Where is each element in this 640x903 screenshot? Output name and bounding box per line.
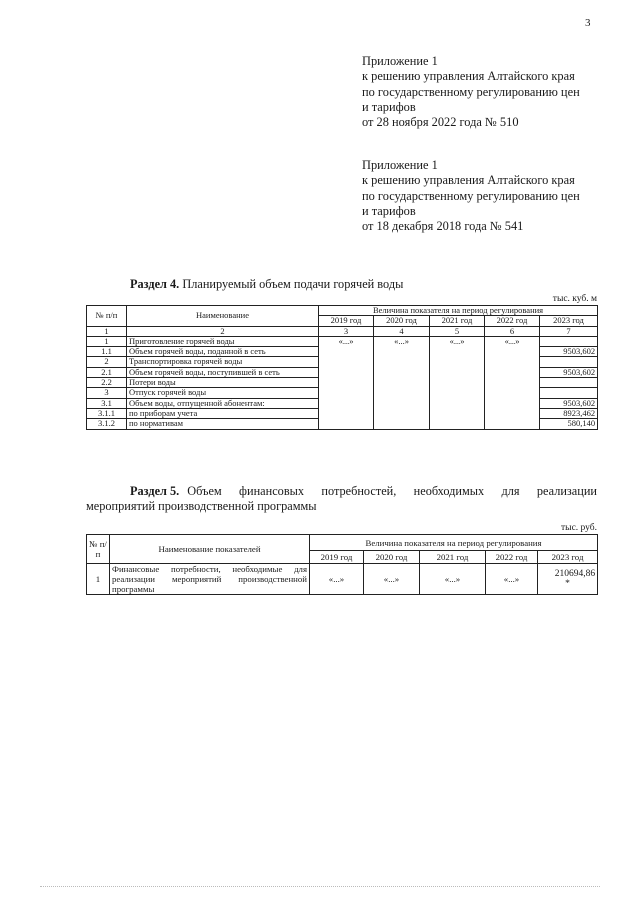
header-num: № п/п [87,535,110,564]
page-number: 3 [585,17,591,29]
section4-units: тыс. куб. м [552,294,597,304]
appendix-block-original [362,158,580,234]
value-2023 [540,357,598,367]
row-num: 3.1 [87,398,127,408]
value-2022: «...» [486,564,538,595]
row-name: Объем горячей воды, поступившей в сеть [127,367,319,377]
row-name: по нормативам [127,419,319,429]
appendix-line: Приложение 1 [362,54,438,68]
header-num: № п/п [87,306,127,327]
row-name: Отпуск горячей воды [127,388,319,398]
row-name: Объем воды, отпущенной абонентам: [127,398,319,408]
section5-label: Раздел 5. [130,484,180,498]
row-num: 2.2 [87,378,127,388]
appendix-line: к решению управления Алтайского края [362,69,575,84]
value-2023-amount: 210694,86 [554,569,596,579]
header-year: 2020 год [374,316,430,326]
appendix-line: и тарифов [362,203,416,218]
row-num: 3 [87,388,127,398]
header-name: Наименование показателей [110,535,310,564]
col-number: 2 [127,326,319,336]
header-year: 2022 год [485,316,540,326]
row-num: 2 [87,357,127,367]
row-num: 1 [87,336,127,346]
section4-heading [130,277,403,292]
value-2021: «...» [420,564,486,595]
header-year: 2019 год [319,316,374,326]
value-2020: «...» [364,564,420,595]
section4-title: Планируемый объем подачи горячей воды [182,277,404,291]
value-2020: «...» [374,336,430,429]
header-year: 2022 год [486,551,538,564]
value-2023: 9503,602 [540,367,598,377]
row-num: 1 [87,564,110,595]
section4-table [86,305,598,430]
header-period: Величина показателя на период регулирования [319,306,598,316]
appendix-line: к решению управления Алтайского края [362,173,575,188]
section5-title-line1: Объем финансовых потребностей, необходимых для реализации [187,484,597,498]
value-2023: 8923,462 [540,408,598,418]
value-2023 [540,388,598,398]
appendix-line: по государственному регулированию цен [362,188,580,203]
col-number: 3 [319,326,374,336]
section5-title-line2: мероприятий производственной программы [86,499,317,513]
col-number: 5 [430,326,485,336]
header-year: 2023 год [538,551,598,564]
value-2023 [540,378,598,388]
header-year: 2021 год [420,551,486,564]
col-number: 4 [374,326,430,336]
col-number: 6 [485,326,540,336]
value-2023: 9503,602 [540,398,598,408]
row-name: Транспортировка горячей воды [127,357,319,367]
row-name: Объем горячей воды, поданной в сеть [127,347,319,357]
header-period: Величина показателя на период регулирования [310,535,598,551]
table-row [87,564,598,595]
row-num: 3.1.1 [87,408,127,418]
col-number: 7 [540,326,598,336]
value-2019: «...» [310,564,364,595]
row-name: Приготовление горячей воды [127,336,319,346]
section5-units: тыс. руб. [561,523,597,533]
value-2021: «...» [430,336,485,429]
value-2022: «...» [485,336,540,429]
value-2023 [540,336,598,346]
row-name: по приборам учета [127,408,319,418]
section4-label: Раздел 4. [130,277,180,291]
row-name: Потери воды [127,378,319,388]
appendix-line: Приложение 1 [362,158,438,172]
appendix-line: по государственному регулированию цен [362,84,580,99]
header-year: 2019 год [310,551,364,564]
header-year: 2023 год [540,316,598,326]
value-2019: «...» [319,336,374,429]
row-num: 1.1 [87,347,127,357]
row-num: 2.1 [87,367,127,377]
footnote-mark: * [565,579,570,589]
col-number: 1 [87,326,127,336]
table-row [87,336,598,346]
appendix-line: от 18 декабря 2018 года № 541 [362,219,524,234]
section5-table [86,534,598,595]
section5-heading [86,484,597,514]
header-year: 2020 год [364,551,420,564]
scan-artifact-line [40,886,600,887]
value-2023: 9503,602 [540,347,598,357]
row-num: 3.1.2 [87,419,127,429]
appendix-block-current [362,54,580,130]
value-2023: 580,140 [540,419,598,429]
row-name: Финансовые потребности, необходимые для реализации мероприятий производственной программы [110,564,310,595]
header-name: Наименование [127,306,319,327]
appendix-line: от 28 ноября 2022 года № 510 [362,115,519,130]
value-2023 [538,564,598,595]
appendix-line: и тарифов [362,99,416,114]
header-year: 2021 год [430,316,485,326]
